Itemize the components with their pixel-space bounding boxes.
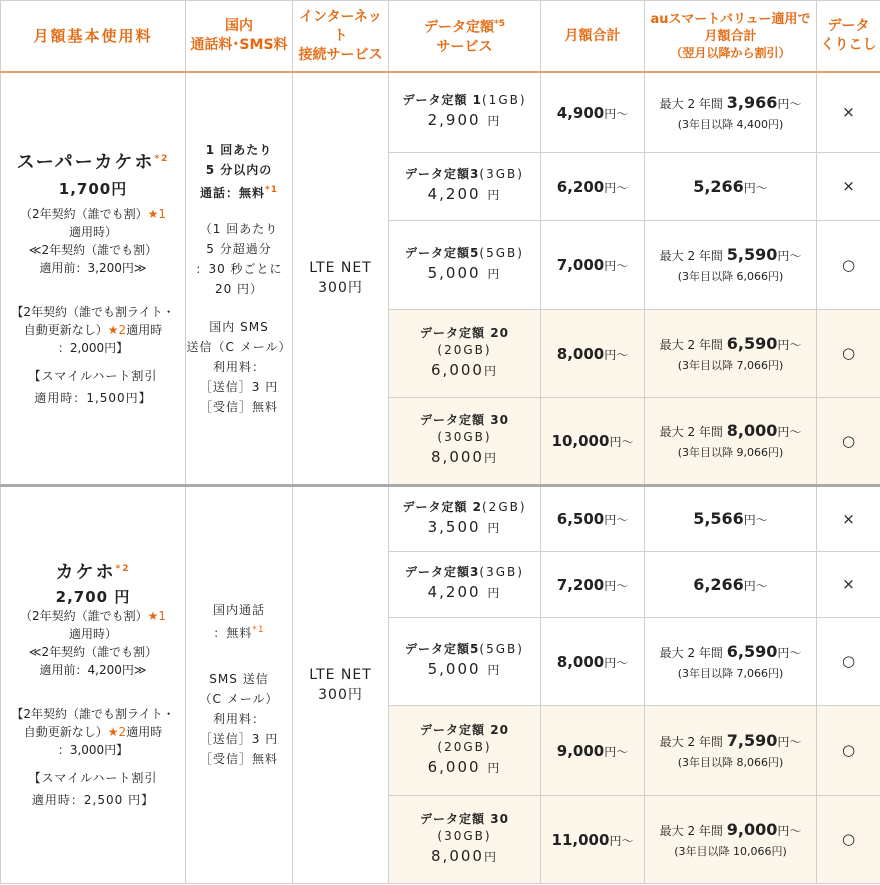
smart-cell: 最大 2 年間 8,000円～ (3年目以降 9,066円) [645,397,817,485]
total-cell: 7,200円～ [541,551,645,617]
data-cell: データ定額5(5GB) 5,000 円 [389,220,541,309]
data-cell: データ定額3(3GB) 4,200 円 [389,152,541,220]
total-cell: 9,000円～ [541,705,645,795]
data-cell: データ定額 2(2GB) 3,500 円 [389,485,541,551]
plan2-internet-cell: LTE NET 300円 [293,485,389,883]
carry-cell: × [817,485,880,551]
plan1-desc: （2年契約（誰でも割）★1 適用時） ≪2年契約（誰でも割） 適用前：3,200円≫ [19,206,167,275]
carry-cell: ○ [817,617,880,705]
header-internet: インターネット 接続サービス [293,1,389,73]
smart-cell: 最大 2 年間 6,590円～ (3年目以降 7,066円) [645,617,817,705]
plan1-call-over: （1 回あたり 5 分超過分 ：30 秒ごとに 20 円） [195,221,283,296]
data-cell: データ定額 30 (30GB) 8,000円 [389,795,541,883]
total-cell: 10,000円～ [541,397,645,485]
total-cell: 8,000円～ [541,617,645,705]
plan2-base-cell [1,485,186,883]
plan1-smile: 【スマイルハート割引 適用時：1,500円】 [28,368,158,405]
total-cell: 6,500円～ [541,485,645,551]
data-cell: データ定額 30 (30GB) 8,000円 [389,397,541,485]
header-base-fee: 月額基本使用料 [1,1,186,73]
plan1-call-cell [186,72,293,485]
smart-cell: 5,566円～ [645,485,817,551]
total-cell: 4,900円～ [541,72,645,152]
plan2-smile: 【スマイルハート割引 適用時：2,500 円】 [28,771,158,807]
plan2-call-free: 国内通話 ：無料$^{*1}$ [212,603,265,640]
plan1-base-cell [1,72,186,485]
header-total: 月額合計 [541,1,645,73]
total-cell: 7,000円～ [541,220,645,309]
carry-cell: × [817,152,880,220]
header-carryover: データ くりこし [817,1,880,73]
plan1-light: 【2年契約（誰でも割ライト・ 自動更新なし）★2適用時 ：2,000円】 [11,304,175,355]
header-data-service: データ定額$^{*5}$ サービス [389,1,541,73]
plan1-sms: 国内 SMS 送信（C メール） 利用料： ［送信］3 円 ［受信］無料 [186,319,292,414]
data-cell: データ定額 1(1GB) 2,900 円 [389,72,541,152]
smart-cell: 最大 2 年間 6,590円～ (3年目以降 7,066円) [645,309,817,397]
table-row [1,485,880,551]
carry-cell: ○ [817,705,880,795]
data-cell: データ定額5(5GB) 5,000 円 [389,617,541,705]
header-smart-value: auスマートバリュー適用で 月額合計 （翌月以降から割引） [645,1,817,73]
plan1-name: スーパーカケホ$^{*2}$ [16,151,170,173]
data-cell: データ定額3(3GB) 4,200 円 [389,551,541,617]
smart-cell: 6,266円～ [645,551,817,617]
total-cell: 11,000円～ [541,795,645,883]
total-cell: 8,000円～ [541,309,645,397]
header-row [1,1,880,73]
data-cell: データ定額 20 (20GB) 6,000 円 [389,705,541,795]
smart-cell: 最大 2 年間 9,000円～ (3年目以降 10,066円) [645,795,817,883]
smart-cell: 最大 2 年間 3,966円～ (3年目以降 4,400円) [645,72,817,152]
smart-cell: 最大 2 年間 5,590円～ (3年目以降 6,066円) [645,220,817,309]
smart-cell: 最大 2 年間 7,590円～ (3年目以降 8,066円) [645,705,817,795]
plan2-light: 【2年契約（誰でも割ライト・ 自動更新なし）★2適用時 ：3,000円】 [11,707,175,757]
plan1-call-free: 1 回あたり 5 分以内の 通話：無料$^{*1}$ [200,142,278,200]
carry-cell: ○ [817,795,880,883]
plan2-price: 2,700 円 [55,588,131,606]
carry-cell: × [817,551,880,617]
plan2-desc: （2年契約（誰でも割）★1 適用時） ≪2年契約（誰でも割） 適用前：4,200円≫ [19,609,167,677]
plan1-internet-cell: LTE NET 300円 [293,72,389,485]
data-cell: データ定額 20 (20GB) 6,000円 [389,309,541,397]
carry-cell: ○ [817,309,880,397]
plan2-name: カケホ$^{*2}$ [55,562,131,583]
carry-cell: ○ [817,397,880,485]
carry-cell: ○ [817,220,880,309]
header-call-fee: 国内 通話料･SMS料 [186,1,293,73]
smart-cell: 5,266円～ [645,152,817,220]
table-row [1,72,880,152]
total-cell: 6,200円～ [541,152,645,220]
plan2-call-cell [186,485,293,883]
plan1-price: 1,700円 [58,179,128,198]
carry-cell: × [817,72,880,152]
plan2-sms: SMS 送信 （C メール） 利用料： ［送信］3 円 ［受信］無料 [199,672,279,766]
